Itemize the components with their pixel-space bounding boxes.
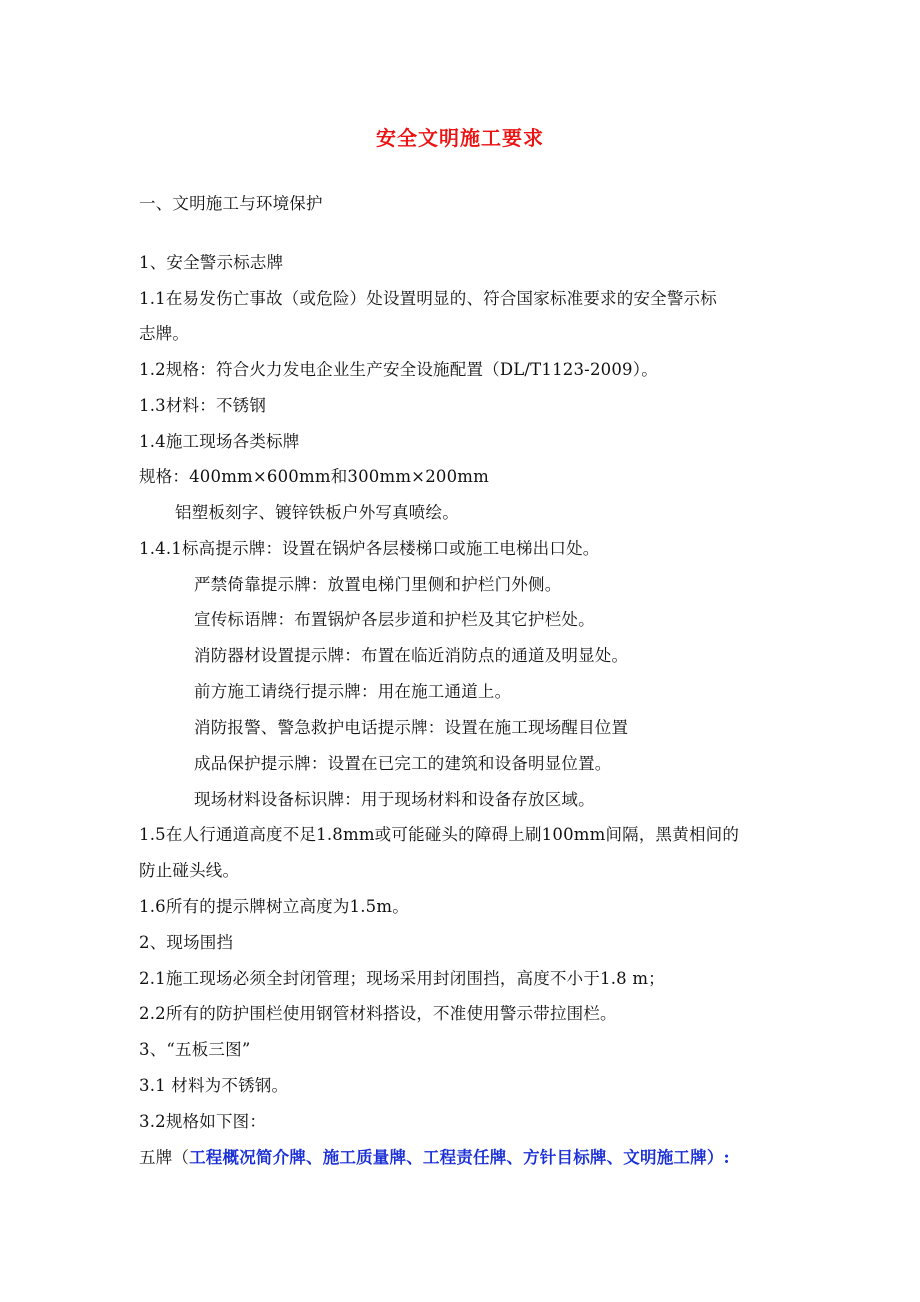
paragraph-line: 前方施工请绕行提示牌：用在施工通道上。 bbox=[194, 682, 512, 701]
paragraph-line: 消防报警、警急救护电话提示牌：设置在施工现场醒目位置 bbox=[194, 718, 629, 737]
paragraph-line: 铝塑板刻字、镀锌铁板户外写真喷绘。 bbox=[175, 503, 459, 522]
paragraph-line: 成品保护提示牌：设置在已完工的建筑和设备明显位置。 bbox=[194, 754, 612, 773]
five-boards-list: 工程概况简介牌、施工质量牌、工程责任牌、方针目标牌、文明施工牌 bbox=[189, 1148, 707, 1167]
paragraph-line: 2.1施工现场必须全封闭管理；现场采用封闭围挡，高度不小于1.8 m； bbox=[139, 969, 665, 988]
five-boards-line bbox=[139, 1144, 730, 1168]
paragraph-line: 现场材料设备标识牌：用于现场材料和设备存放区域。 bbox=[194, 790, 595, 809]
paragraph-line: 3.2规格如下图： bbox=[139, 1112, 267, 1131]
paragraph-line: 1.1在易发伤亡事故（或危险）处设置明显的、符合国家标准要求的安全警示标 bbox=[139, 289, 717, 308]
paragraph-line: 防止碰头线。 bbox=[139, 861, 240, 880]
section-heading: 一、文明施工与环境保护 bbox=[139, 194, 323, 213]
paragraph-line: 2、现场围挡 bbox=[139, 933, 234, 952]
paragraph-line: 1.4.1标高提示牌：设置在锅炉各层楼梯口或施工电梯出口处。 bbox=[139, 539, 600, 558]
paragraph-line: 1.5在人行通道高度不足1.8mm或可能碰头的障碍上刷100mm间隔，黑黄相间的 bbox=[139, 825, 740, 844]
paragraph-line: 消防器材设置提示牌：布置在临近消防点的通道及明显处。 bbox=[194, 646, 629, 665]
paragraph-line: 严禁倚靠提示牌：放置电梯门里侧和护栏门外侧。 bbox=[194, 575, 562, 594]
five-boards-prefix: 五牌（ bbox=[139, 1148, 190, 1167]
paragraph-line: 1.4施工现场各类标牌 bbox=[139, 432, 300, 451]
paragraph-line: 1.6所有的提示牌树立高度为1.5m。 bbox=[139, 897, 409, 916]
paragraph-line: 志牌。 bbox=[139, 324, 190, 343]
paragraph-line: 规格：400mm×600mm和300mm×200mm bbox=[139, 467, 489, 486]
paragraph-line: 1.2规格：符合火力发电企业生产安全设施配置（DL/T1123-2009）。 bbox=[139, 360, 658, 379]
paragraph-line: 1、安全警示标志牌 bbox=[139, 253, 284, 272]
paragraph-line: 宣传标语牌：布置锅炉各层步道和护栏及其它护栏处。 bbox=[194, 610, 595, 629]
five-boards-suffix: ）: bbox=[706, 1148, 730, 1167]
paragraph-line: 1.3材料：不锈钢 bbox=[139, 396, 267, 415]
paragraph-line: 3.1 材料为不锈钢。 bbox=[139, 1076, 289, 1095]
paragraph-line: 2.2所有的防护围栏使用钢管材料搭设，不准使用警示带拉围栏。 bbox=[139, 1004, 617, 1023]
document-title: 安全文明施工要求 bbox=[376, 126, 544, 150]
paragraph-line: 3、“五板三图” bbox=[139, 1040, 251, 1059]
